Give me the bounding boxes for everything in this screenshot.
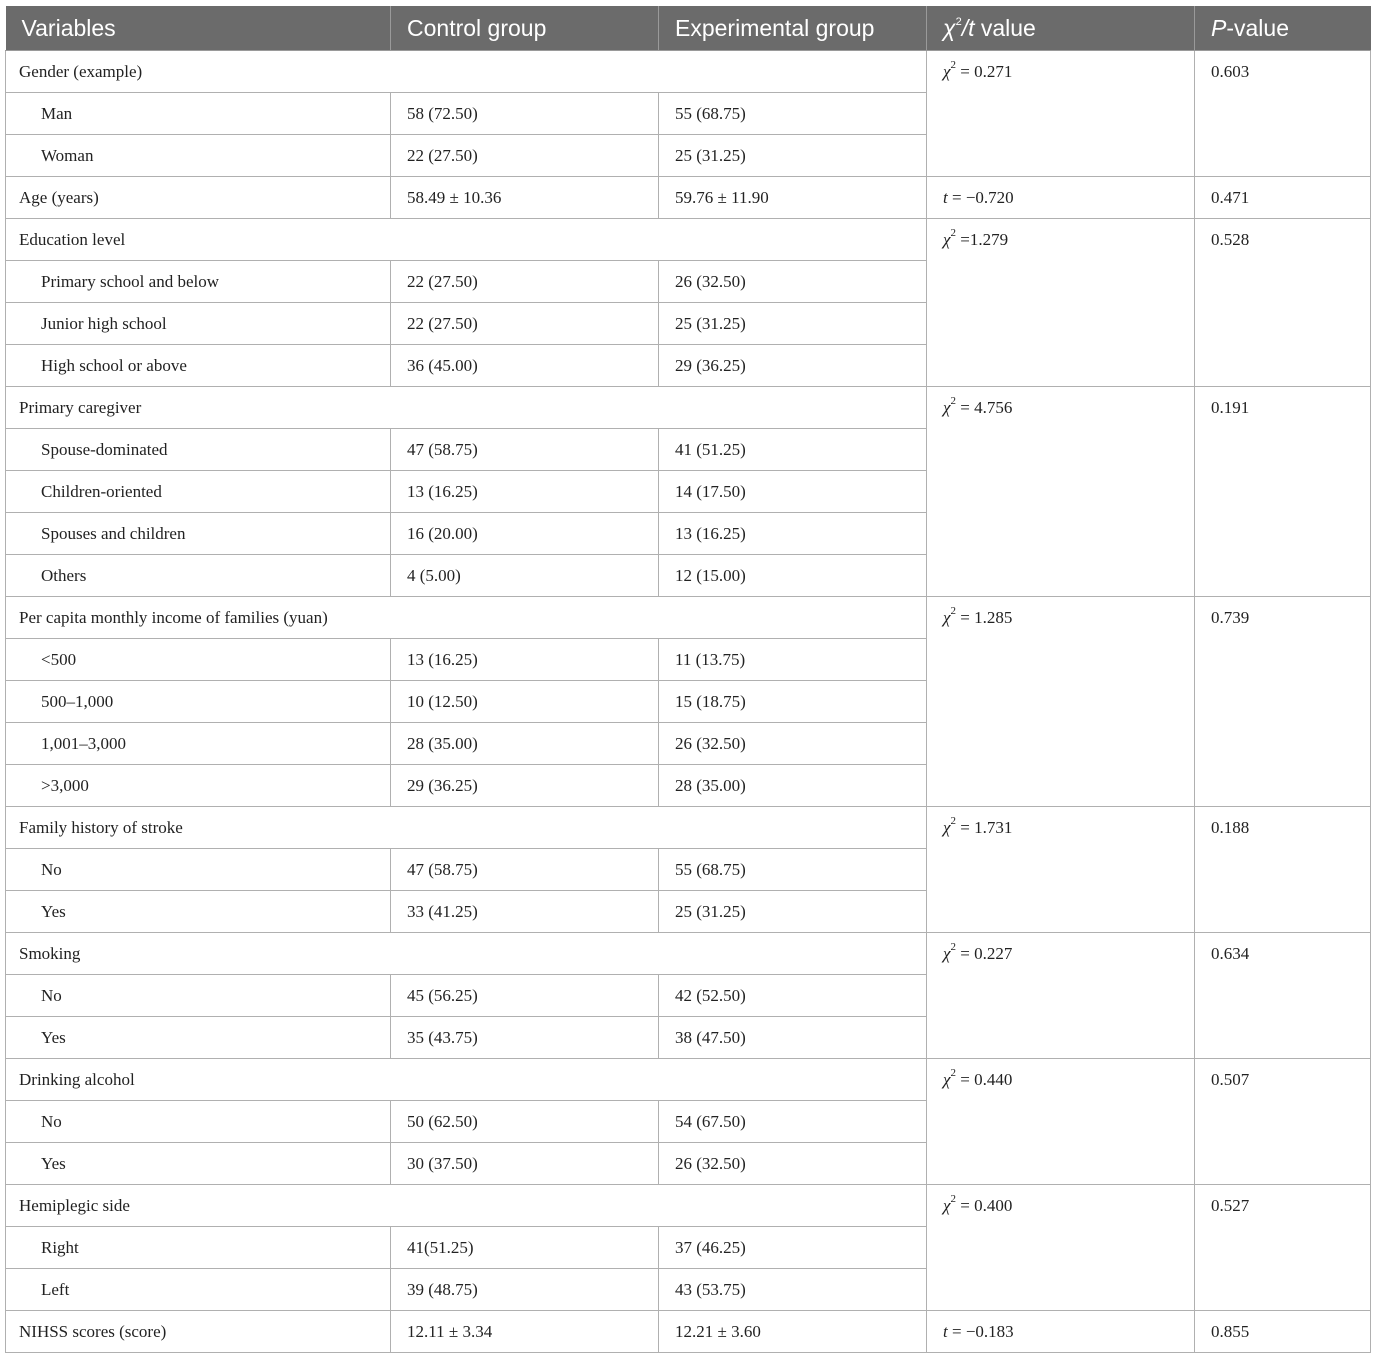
subcategory-label: Woman (6, 135, 391, 177)
subcategory-label: Junior high school (6, 303, 391, 345)
subcategory-label: >3,000 (6, 765, 391, 807)
experimental-value: 14 (17.50) (659, 471, 927, 513)
control-value: 45 (56.25) (391, 975, 659, 1017)
p-value-cell: 0.471 (1195, 177, 1371, 219)
header-row (6, 6, 1371, 51)
stat-superscript: 2 (950, 227, 956, 240)
table-row-gender (6, 51, 1371, 93)
control-value: 30 (37.50) (391, 1143, 659, 1185)
subcategory-label: Children-oriented (6, 471, 391, 513)
control-value: 50 (62.50) (391, 1101, 659, 1143)
control-value: 36 (45.00) (391, 345, 659, 387)
stat-superscript: 2 (950, 941, 956, 954)
experimental-value: 13 (16.25) (659, 513, 927, 555)
stat-symbol: t (943, 187, 948, 207)
experimental-value: 12.21 ± 3.60 (659, 1311, 927, 1353)
table-row-alcohol (6, 1059, 1371, 1101)
table-header (6, 6, 1371, 51)
category-label: Education level (6, 219, 927, 261)
stat-value: = 1.731 (955, 818, 1013, 837)
subcategory-label: Spouse-dominated (6, 429, 391, 471)
header-stat-value-text: value (974, 14, 1036, 41)
subcategory-label: 1,001–3,000 (6, 723, 391, 765)
stat-symbol: χ (943, 230, 951, 249)
control-value: 4 (5.00) (391, 555, 659, 597)
experimental-value: 26 (32.50) (659, 723, 927, 765)
subcategory-label: Yes (6, 1017, 391, 1059)
experimental-value: 43 (53.75) (659, 1269, 927, 1311)
category-label: Drinking alcohol (6, 1059, 927, 1101)
control-value: 41(51.25) (391, 1227, 659, 1269)
experimental-value: 25 (31.25) (659, 891, 927, 933)
stat-symbol: χ (943, 818, 951, 837)
subcategory-label: High school or above (6, 345, 391, 387)
control-value: 22 (27.50) (391, 135, 659, 177)
subcategory-label: Left (6, 1269, 391, 1311)
statistic-cell (927, 597, 1195, 807)
stat-symbol: t (943, 1321, 948, 1341)
table-row-nihss (6, 1311, 1371, 1353)
subcategory-label: Yes (6, 891, 391, 933)
control-value: 16 (20.00) (391, 513, 659, 555)
header-p-rest: -value (1226, 14, 1289, 41)
stat-value: =1.279 (955, 230, 1009, 249)
p-value-cell: 0.188 (1195, 807, 1371, 933)
subcategory-label: Yes (6, 1143, 391, 1185)
table-container (5, 6, 1370, 1353)
category-label: Gender (example) (6, 51, 927, 93)
stat-symbol: χ (943, 1070, 951, 1089)
control-value: 47 (58.75) (391, 849, 659, 891)
table-row-age (6, 177, 1371, 219)
p-value-cell: 0.528 (1195, 219, 1371, 387)
p-value-cell: 0.739 (1195, 597, 1371, 807)
stat-superscript: 2 (950, 1193, 956, 1206)
subcategory-label: No (6, 1101, 391, 1143)
header-chi-superscript: 2 (955, 15, 962, 28)
statistic-cell (927, 219, 1195, 387)
control-value: 22 (27.50) (391, 303, 659, 345)
experimental-value: 55 (68.75) (659, 849, 927, 891)
stat-superscript: 2 (950, 395, 956, 408)
header-p-value (1195, 6, 1371, 51)
experimental-value: 15 (18.75) (659, 681, 927, 723)
experimental-value: 11 (13.75) (659, 639, 927, 681)
header-variables: Variables (6, 6, 391, 51)
header-statistic (927, 6, 1195, 51)
stat-value: = 4.756 (955, 398, 1013, 417)
subcategory-label: Primary school and below (6, 261, 391, 303)
category-label: Hemiplegic side (6, 1185, 927, 1227)
category-label: Age (years) (6, 177, 391, 219)
control-value: 35 (43.75) (391, 1017, 659, 1059)
control-value: 10 (12.50) (391, 681, 659, 723)
experimental-value: 26 (32.50) (659, 1143, 927, 1185)
stat-value: = 0.440 (955, 1070, 1013, 1089)
stat-symbol: χ (943, 398, 951, 417)
stat-value: = 0.400 (955, 1196, 1013, 1215)
table-row-hemiplegic (6, 1185, 1371, 1227)
statistic-cell (927, 807, 1195, 933)
table-row-education (6, 219, 1371, 261)
stat-superscript: 2 (950, 1067, 956, 1080)
experimental-value: 12 (15.00) (659, 555, 927, 597)
stat-superscript: 2 (950, 605, 956, 618)
subcategory-label: No (6, 975, 391, 1017)
subcategory-label: Man (6, 93, 391, 135)
statistic-cell (927, 1059, 1195, 1185)
control-value: 58 (72.50) (391, 93, 659, 135)
control-value: 58.49 ± 10.36 (391, 177, 659, 219)
statistic-cell (927, 933, 1195, 1059)
experimental-value: 42 (52.50) (659, 975, 927, 1017)
stat-value: = 0.271 (955, 62, 1013, 81)
stat-value: = 1.285 (955, 608, 1013, 627)
control-value: 33 (41.25) (391, 891, 659, 933)
header-control-group: Control group (391, 6, 659, 51)
experimental-value: 28 (35.00) (659, 765, 927, 807)
subcategory-label: 500–1,000 (6, 681, 391, 723)
subcategory-label: <500 (6, 639, 391, 681)
subcategory-label: No (6, 849, 391, 891)
table-row-caregiver (6, 387, 1371, 429)
stat-value: = −0.183 (947, 1321, 1014, 1341)
table-row-income (6, 597, 1371, 639)
control-value: 29 (36.25) (391, 765, 659, 807)
stat-superscript: 2 (950, 59, 956, 72)
statistic-cell (927, 51, 1195, 177)
experimental-value: 29 (36.25) (659, 345, 927, 387)
p-value-cell: 0.855 (1195, 1311, 1371, 1353)
category-label: NIHSS scores (score) (6, 1311, 391, 1353)
stat-symbol: χ (943, 1196, 951, 1215)
header-chi-symbol: χ (943, 14, 956, 41)
statistic-cell (927, 1311, 1195, 1353)
statistic-cell (927, 387, 1195, 597)
statistic-cell (927, 1185, 1195, 1311)
stat-symbol: χ (943, 608, 951, 627)
stat-superscript: 2 (950, 815, 956, 828)
subcategory-label: Right (6, 1227, 391, 1269)
p-value-cell: 0.191 (1195, 387, 1371, 597)
experimental-value: 38 (47.50) (659, 1017, 927, 1059)
control-value: 12.11 ± 3.34 (391, 1311, 659, 1353)
stat-value: = 0.227 (955, 944, 1013, 963)
baseline-characteristics-table (5, 6, 1371, 1353)
experimental-value: 54 (67.50) (659, 1101, 927, 1143)
p-value-cell: 0.527 (1195, 1185, 1371, 1311)
subcategory-label: Others (6, 555, 391, 597)
stat-value: = −0.720 (947, 187, 1014, 207)
experimental-value: 59.76 ± 11.90 (659, 177, 927, 219)
experimental-value: 37 (46.25) (659, 1227, 927, 1269)
header-experimental-group: Experimental group (659, 6, 927, 51)
table-body (6, 51, 1371, 1353)
experimental-value: 25 (31.25) (659, 135, 927, 177)
header-t-symbol: /t (961, 14, 975, 41)
control-value: 13 (16.25) (391, 639, 659, 681)
experimental-value: 26 (32.50) (659, 261, 927, 303)
category-label: Primary caregiver (6, 387, 927, 429)
table-row-smoking (6, 933, 1371, 975)
experimental-value: 55 (68.75) (659, 93, 927, 135)
table-row-family-history (6, 807, 1371, 849)
stat-symbol: χ (943, 62, 951, 81)
control-value: 13 (16.25) (391, 471, 659, 513)
control-value: 28 (35.00) (391, 723, 659, 765)
header-p-italic: P (1211, 14, 1227, 41)
experimental-value: 41 (51.25) (659, 429, 927, 471)
statistic-cell (927, 177, 1195, 219)
control-value: 22 (27.50) (391, 261, 659, 303)
stat-symbol: χ (943, 944, 951, 963)
control-value: 47 (58.75) (391, 429, 659, 471)
p-value-cell: 0.507 (1195, 1059, 1371, 1185)
category-label: Family history of stroke (6, 807, 927, 849)
control-value: 39 (48.75) (391, 1269, 659, 1311)
category-label: Per capita monthly income of families (yuan) (6, 597, 927, 639)
p-value-cell: 0.634 (1195, 933, 1371, 1059)
p-value-cell: 0.603 (1195, 51, 1371, 177)
experimental-value: 25 (31.25) (659, 303, 927, 345)
category-label: Smoking (6, 933, 927, 975)
subcategory-label: Spouses and children (6, 513, 391, 555)
